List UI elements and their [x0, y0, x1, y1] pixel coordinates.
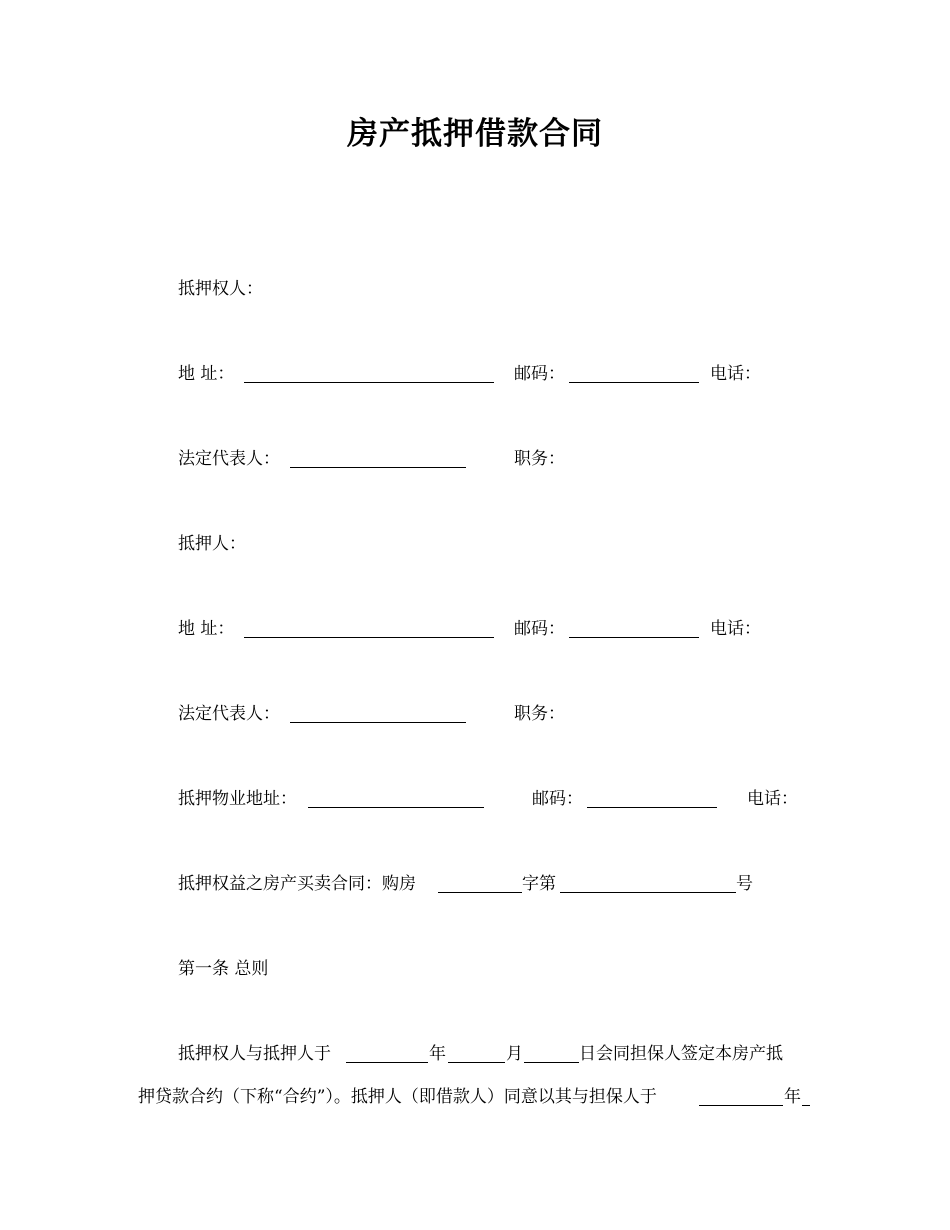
- postcode-label: 邮码：: [514, 619, 565, 639]
- address-label: 地 址：: [178, 619, 235, 639]
- mortgagee-address-field[interactable]: [244, 382, 494, 383]
- legal-rep-label: 法定代表人：: [178, 704, 280, 724]
- year-label: 年: [429, 1044, 446, 1064]
- paragraph-text: 押贷款合约（下称“合约”）。抵押人（即借款人）同意以其与担保人于: [138, 1087, 657, 1107]
- mortgagor-heading: 抵押人：: [178, 534, 246, 554]
- phone-label: 电话：: [710, 619, 761, 639]
- sign-year-field[interactable]: [346, 1062, 428, 1063]
- article1-paragraph-line1: [178, 1042, 818, 1066]
- contract-ref-prefix-field[interactable]: [438, 892, 522, 893]
- guarantee-month-field[interactable]: [802, 1105, 810, 1106]
- month-label: 月: [506, 1044, 523, 1064]
- guarantee-year-field[interactable]: [699, 1105, 783, 1106]
- position-label: 职务：: [514, 449, 565, 469]
- postcode-label: 邮码：: [514, 364, 565, 384]
- property-address-label: 抵押物业地址：: [178, 789, 297, 809]
- property-address-field[interactable]: [308, 807, 484, 808]
- position-label: 职务：: [514, 704, 565, 724]
- mortgagee-legal-rep-field[interactable]: [290, 467, 466, 468]
- mortgagee-legal-rep-row: [178, 447, 798, 471]
- address-label: 地 址：: [178, 364, 235, 384]
- phone-label: 电话：: [747, 789, 798, 809]
- contract-ref-row: [178, 872, 798, 896]
- sign-day-field[interactable]: [524, 1062, 579, 1063]
- sign-month-field[interactable]: [448, 1062, 505, 1063]
- property-address-row: [178, 787, 818, 811]
- mortgagee-postcode-field[interactable]: [569, 382, 699, 383]
- contract-ref-number-field[interactable]: [560, 892, 736, 893]
- mortgagee-heading: 抵押权人：: [178, 279, 263, 299]
- paragraph-text: 抵押权人与抵押人于: [178, 1044, 331, 1064]
- mortgagor-legal-rep-row: [178, 702, 798, 726]
- mortgagor-address-field[interactable]: [244, 637, 494, 638]
- phone-label: 电话：: [710, 364, 761, 384]
- page-title: 房产抵押借款合同: [347, 116, 603, 152]
- mortgagee-address-row: [178, 362, 798, 386]
- contract-ref-middle: 字第: [522, 874, 556, 894]
- paragraph-text: 日会同担保人签定本房产抵: [579, 1044, 783, 1064]
- legal-rep-label: 法定代表人：: [178, 449, 280, 469]
- property-postcode-field[interactable]: [587, 807, 717, 808]
- postcode-label: 邮码：: [532, 789, 583, 809]
- contract-ref-prefix: 抵押权益之房产买卖合同：购房: [178, 874, 416, 894]
- article1-heading: 第一条 总则: [178, 959, 269, 979]
- year-label: 年: [784, 1087, 801, 1107]
- mortgagor-legal-rep-field[interactable]: [290, 722, 466, 723]
- mortgagor-postcode-field[interactable]: [569, 637, 699, 638]
- mortgagor-address-row: [178, 617, 798, 641]
- article1-paragraph-line2: [138, 1085, 818, 1109]
- contract-ref-suffix: 号: [736, 874, 753, 894]
